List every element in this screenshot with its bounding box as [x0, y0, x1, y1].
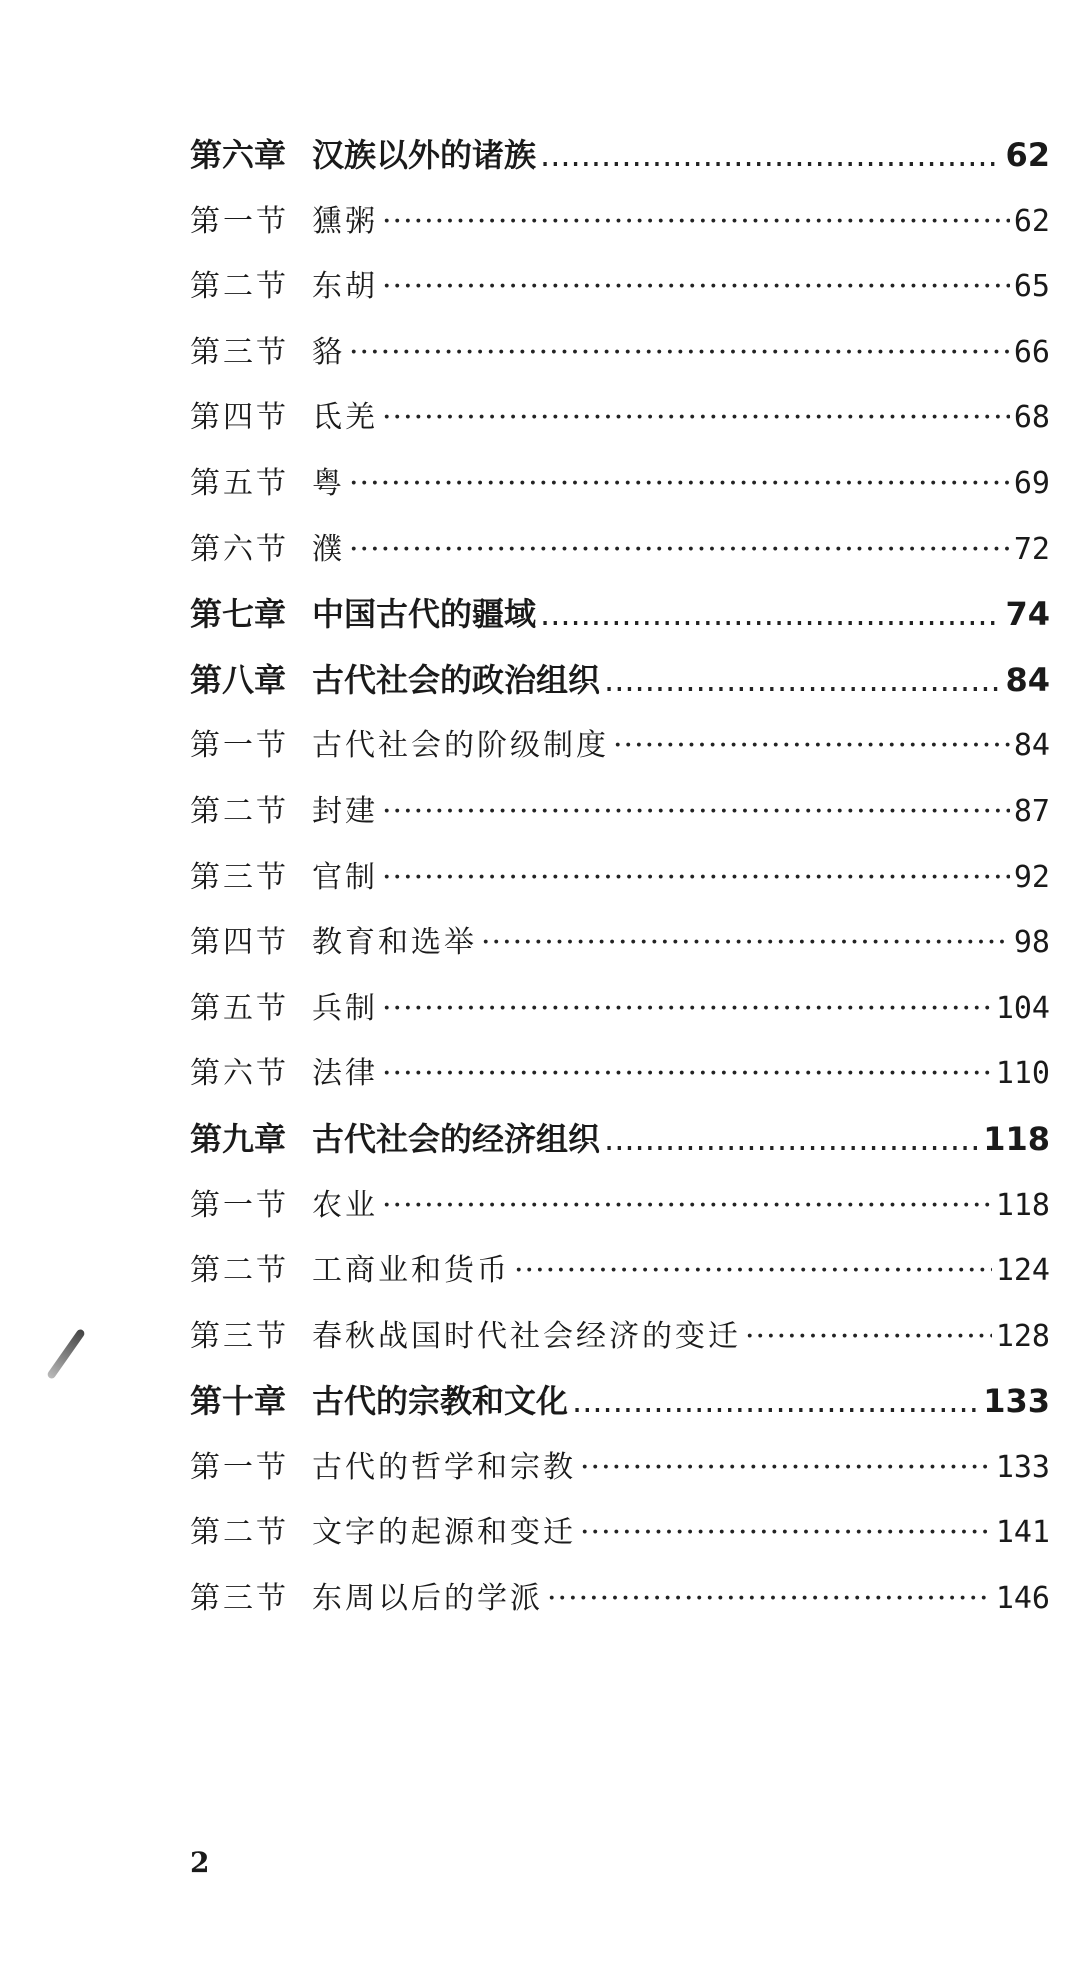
dot-leader — [481, 925, 1010, 960]
toc-entry-label: 第二节 — [190, 269, 289, 305]
toc-section-entry[interactable] — [190, 1245, 1050, 1311]
toc-entry-label: 第七章 — [190, 595, 287, 634]
toc-chapter-entry[interactable] — [190, 1114, 1050, 1180]
dot-leader — [382, 794, 1010, 829]
toc-entry-title: 古代社会的政治组织 — [312, 660, 601, 699]
dot-leader — [604, 1120, 979, 1158]
toc-entry-label: 第二节 — [190, 793, 289, 829]
toc-entry-label: 第二节 — [190, 1515, 289, 1551]
toc-entry-title: 封建 — [312, 793, 378, 829]
toc-entry-page: 124 — [995, 1253, 1050, 1289]
toc-section-entry[interactable] — [190, 327, 1050, 393]
toc-entry-title: 粤 — [312, 465, 345, 501]
table-of-contents — [190, 130, 1050, 1639]
toc-entry-label: 第十章 — [190, 1382, 287, 1421]
toc-entry-label: 第六节 — [190, 1056, 289, 1092]
toc-entry-page: 128 — [995, 1318, 1050, 1354]
toc-entry-label: 第二节 — [190, 1253, 289, 1289]
toc-section-entry[interactable] — [190, 983, 1050, 1049]
toc-entry-title: 中国古代的疆域 — [312, 595, 537, 634]
toc-entry-page: 110 — [995, 1056, 1050, 1092]
toc-entry-label: 第九章 — [190, 1119, 287, 1158]
toc-entry-title: 貉 — [312, 334, 345, 370]
dot-leader — [540, 595, 1001, 633]
toc-entry-page: 92 — [1013, 859, 1050, 895]
dot-leader — [382, 400, 1010, 435]
toc-entry-title: 文字的起源和变迁 — [312, 1515, 576, 1551]
toc-entry-label: 第四节 — [190, 925, 289, 961]
dot-leader — [382, 1188, 992, 1223]
toc-entry-label: 第一节 — [190, 728, 289, 764]
toc-entry-page: 146 — [995, 1581, 1050, 1617]
pencil-mark — [46, 1328, 86, 1380]
dot-leader — [382, 1056, 992, 1091]
toc-entry-title: 濮 — [312, 531, 345, 567]
toc-entry-title: 獯粥 — [312, 203, 378, 239]
dot-leader — [547, 1581, 992, 1616]
toc-entry-title: 工商业和货币 — [312, 1253, 510, 1289]
toc-entry-label: 第三节 — [190, 859, 289, 895]
toc-entry-label: 第三节 — [190, 334, 289, 370]
toc-entry-page: 84 — [1005, 660, 1050, 699]
toc-entry-label: 第四节 — [190, 400, 289, 436]
toc-entry-page: 74 — [1005, 595, 1050, 634]
toc-entry-title: 古代社会的经济组织 — [312, 1119, 601, 1158]
toc-entry-label: 第五节 — [190, 990, 289, 1026]
toc-entry-label: 第一节 — [190, 203, 289, 239]
toc-entry-page: 84 — [1013, 728, 1050, 764]
toc-section-entry[interactable] — [190, 917, 1050, 983]
toc-entry-page: 69 — [1013, 465, 1050, 501]
toc-section-entry[interactable] — [190, 1442, 1050, 1508]
toc-section-entry[interactable] — [190, 458, 1050, 524]
toc-entry-page: 104 — [995, 990, 1050, 1026]
dot-leader — [382, 204, 1010, 239]
toc-entry-title: 兵制 — [312, 990, 378, 1026]
toc-chapter-entry[interactable] — [190, 655, 1050, 721]
toc-entry-title: 东周以后的学派 — [312, 1581, 543, 1617]
toc-section-entry[interactable] — [190, 852, 1050, 918]
toc-entry-page: 87 — [1013, 793, 1050, 829]
toc-entry-label: 第一节 — [190, 1187, 289, 1223]
toc-entry-page: 66 — [1013, 334, 1050, 370]
dot-leader — [349, 466, 1010, 501]
toc-section-entry[interactable] — [190, 196, 1050, 262]
dot-leader — [540, 136, 1001, 174]
toc-chapter-entry[interactable] — [190, 589, 1050, 655]
toc-entry-title: 古代的哲学和宗教 — [312, 1449, 576, 1485]
toc-entry-title: 春秋战国时代社会经济的变迁 — [312, 1318, 741, 1354]
toc-section-entry[interactable] — [190, 392, 1050, 458]
toc-entry-page: 133 — [995, 1449, 1050, 1485]
dot-leader — [604, 661, 1001, 699]
toc-entry-title: 汉族以外的诸族 — [312, 136, 537, 174]
toc-entry-title: 古代的宗教和文化 — [312, 1382, 569, 1421]
dot-leader — [580, 1450, 992, 1485]
page-number: 2 — [190, 1846, 210, 1879]
toc-entry-page: 141 — [995, 1515, 1050, 1551]
toc-entry-page: 72 — [1013, 531, 1050, 567]
toc-entry-label: 第一节 — [190, 1449, 289, 1485]
toc-entry-title: 东胡 — [312, 269, 378, 305]
toc-entry-page: 98 — [1013, 925, 1050, 961]
toc-section-entry[interactable] — [190, 1507, 1050, 1573]
toc-entry-label: 第三节 — [190, 1318, 289, 1354]
toc-entry-page: 118 — [983, 1119, 1050, 1158]
toc-entry-page: 62 — [1005, 136, 1050, 174]
toc-entry-label: 第五节 — [190, 465, 289, 501]
toc-chapter-entry[interactable] — [190, 130, 1050, 196]
dot-leader — [382, 991, 992, 1026]
toc-section-entry[interactable] — [190, 1048, 1050, 1114]
toc-section-entry[interactable] — [190, 524, 1050, 590]
dot-leader — [613, 728, 1010, 763]
dot-leader — [349, 532, 1010, 567]
toc-section-entry[interactable] — [190, 1180, 1050, 1246]
dot-leader — [580, 1515, 992, 1550]
toc-entry-label: 第三节 — [190, 1581, 289, 1617]
toc-entry-label: 第八章 — [190, 660, 287, 699]
toc-entry-title: 氐羌 — [312, 400, 378, 436]
toc-entry-title: 教育和选举 — [312, 925, 477, 961]
dot-leader — [572, 1382, 979, 1420]
toc-entry-title: 法律 — [312, 1056, 378, 1092]
dot-leader — [745, 1319, 992, 1354]
toc-entry-page: 133 — [983, 1382, 1050, 1421]
toc-section-entry[interactable] — [190, 1573, 1050, 1639]
toc-section-entry[interactable] — [190, 786, 1050, 852]
toc-entry-title: 农业 — [312, 1187, 378, 1223]
toc-section-entry[interactable] — [190, 261, 1050, 327]
dot-leader — [514, 1253, 992, 1288]
toc-chapter-entry[interactable] — [190, 1376, 1050, 1442]
toc-entry-label: 第六节 — [190, 531, 289, 567]
toc-entry-page: 65 — [1013, 269, 1050, 305]
toc-entry-page: 118 — [995, 1187, 1050, 1223]
dot-leader — [382, 860, 1010, 895]
dot-leader — [349, 335, 1010, 370]
toc-section-entry[interactable] — [190, 1311, 1050, 1377]
toc-entry-page: 68 — [1013, 400, 1050, 436]
toc-entry-title: 官制 — [312, 859, 378, 895]
dot-leader — [382, 269, 1010, 304]
toc-section-entry[interactable] — [190, 720, 1050, 786]
toc-entry-title: 古代社会的阶级制度 — [312, 728, 609, 764]
toc-entry-page: 62 — [1013, 203, 1050, 239]
toc-entry-label: 第六章 — [190, 136, 287, 174]
